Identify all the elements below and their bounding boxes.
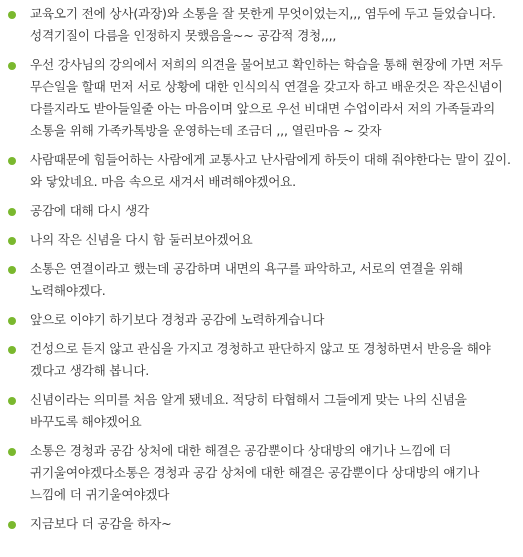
list-item bbox=[0, 200, 523, 222]
list-item-text: 교육오기 전에 상사(과장)와 소통을 잘 못한게 무엇이었는지,,, 염두에 두고 들었습니다. 성격기질이 다름을 인정하지 못했음을~~ 공감적 경청,,,, bbox=[30, 6, 496, 43]
list-item bbox=[0, 149, 523, 193]
bullet-icon bbox=[8, 237, 16, 245]
bullet-icon bbox=[8, 448, 16, 456]
bullet-icon bbox=[8, 397, 16, 405]
list-item bbox=[0, 3, 523, 47]
bullet-icon bbox=[8, 62, 16, 70]
list-item-text: 사람때문에 힘들어하는 사람에게 교통사고 난사람에게 하듯이 대해 줘야한다는 말이 깊이.와 닿았네요. 마음 속으로 새겨서 배려해야겠어요. bbox=[30, 152, 511, 189]
list-item bbox=[0, 338, 523, 382]
list-item-text: 우선 강사님의 강의에서 저희의 의견을 물어보고 확인하는 학습을 통해 현장에 가면 저두 무슨일을 할때 먼저 서로 상황에 대한 인식의식 연결을 갖고자 하고 배운것은 작은신념이 다를지라도 받아들일줄 아는 마음이며 앞으로 우선 비대면 수업이라서 저의 가족들과의 소통을 위해 가족카톡방을 운영하는데 조금더 ,,, 열린마음 ~ 갖자 bbox=[30, 57, 503, 138]
bullet-icon bbox=[8, 11, 16, 19]
list-item bbox=[0, 54, 523, 142]
list-item bbox=[0, 258, 523, 302]
list-item-text: 신념이라는 의미를 처음 알게 됐네요. 적당히 타협해서 그들에게 맞는 나의 신념을 바꾸도록 해야겠어요 bbox=[30, 392, 467, 429]
bullet-icon bbox=[8, 346, 16, 354]
list-item bbox=[0, 513, 523, 535]
list-item bbox=[0, 440, 523, 506]
list-item-text: 나의 작은 신념을 다시 함 둘러보아겠어요 bbox=[30, 232, 253, 247]
list-item-text: 앞으로 이야기 하기보다 경청과 공감에 노력하게습니다 bbox=[30, 312, 325, 327]
list-item-text: 소통은 경청과 공감 상처에 대한 해결은 공감뿐이다 상대방의 얘기나 느낌에 더 귀기울여야겠다소통은 경청과 공감 상처에 대한 해결은 공감뿐이다 상대방의 얘기나 느낌에 더 귀기울여야겠다 bbox=[30, 443, 480, 502]
list-item bbox=[0, 389, 523, 433]
list-item-text: 공감에 대해 다시 생각 bbox=[30, 203, 150, 218]
bullet-icon bbox=[8, 266, 16, 274]
bullet-icon bbox=[8, 521, 16, 529]
bullet-icon bbox=[8, 317, 16, 325]
bullet-icon bbox=[8, 157, 16, 165]
bullet-icon bbox=[8, 208, 16, 216]
list-item-text: 소통은 연결이라고 했는데 공감하며 내면의 욕구를 파악하고, 서로의 연결을 위해 노력해야겠다. bbox=[30, 261, 463, 298]
list-item bbox=[0, 309, 523, 331]
list-item bbox=[0, 229, 523, 251]
list-item-text: 건성으로 듣지 않고 관심을 가지고 경청하고 판단하지 않고 또 경청하면서 반응을 해야 겠다고 생각해 봅니다. bbox=[30, 341, 491, 378]
list-item-text: 지금보다 더 공감을 하자~ bbox=[30, 516, 172, 531]
